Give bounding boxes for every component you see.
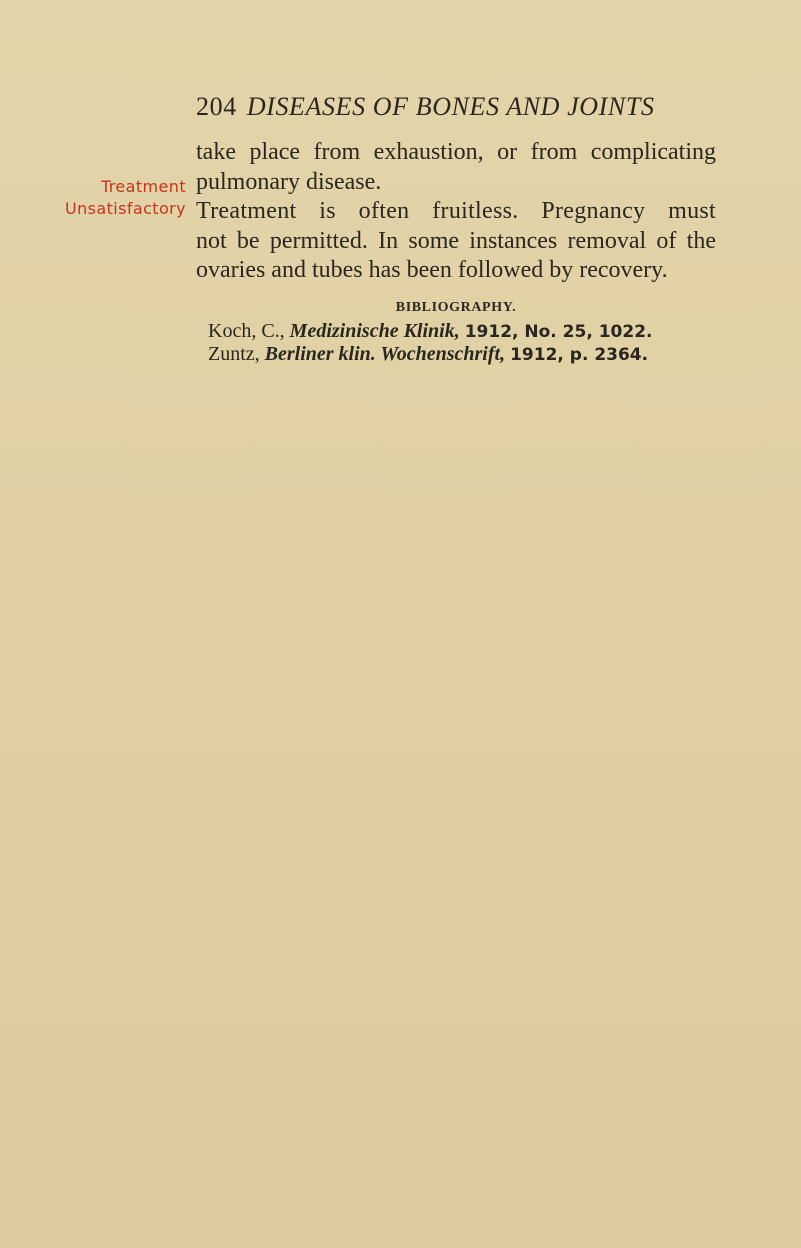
body-line: Treatment is often fruitless. Pregnancy must: [196, 198, 716, 224]
bib-journal: Berliner klin. Wochenschrift,: [264, 343, 506, 365]
bib-details: 1912, p. 2364.: [510, 345, 649, 365]
body-line: pulmonary disease.: [196, 168, 382, 195]
running-title: DISEASES OF BONES AND JOINTS: [246, 92, 655, 121]
bibliography-entry: [208, 343, 708, 366]
margin-note-unsatisfactory: Unsatisfactory: [65, 199, 186, 218]
body-line: take place from exhaustion, or from complicating: [196, 139, 716, 165]
page-header: [196, 92, 716, 128]
margin-note-treatment: Treatment: [100, 177, 186, 196]
bib-author: Koch, C.,: [208, 320, 285, 342]
page-number: 204: [196, 92, 237, 121]
bib-details: 1912, No. 25, 1022.: [464, 322, 653, 342]
bibliography-entry: [208, 320, 708, 343]
body-paragraph: [196, 138, 716, 286]
bibliography-list: [208, 320, 708, 366]
bibliography-heading: BIBLIOGRAPHY.: [395, 300, 517, 315]
body-line: not be permitted. In some instances removal of the: [196, 227, 716, 254]
bib-journal: Medizinische Klinik,: [289, 320, 460, 342]
bib-author: Zuntz,: [208, 343, 260, 365]
body-line: ovaries and tubes has been followed by recovery.: [196, 257, 668, 283]
